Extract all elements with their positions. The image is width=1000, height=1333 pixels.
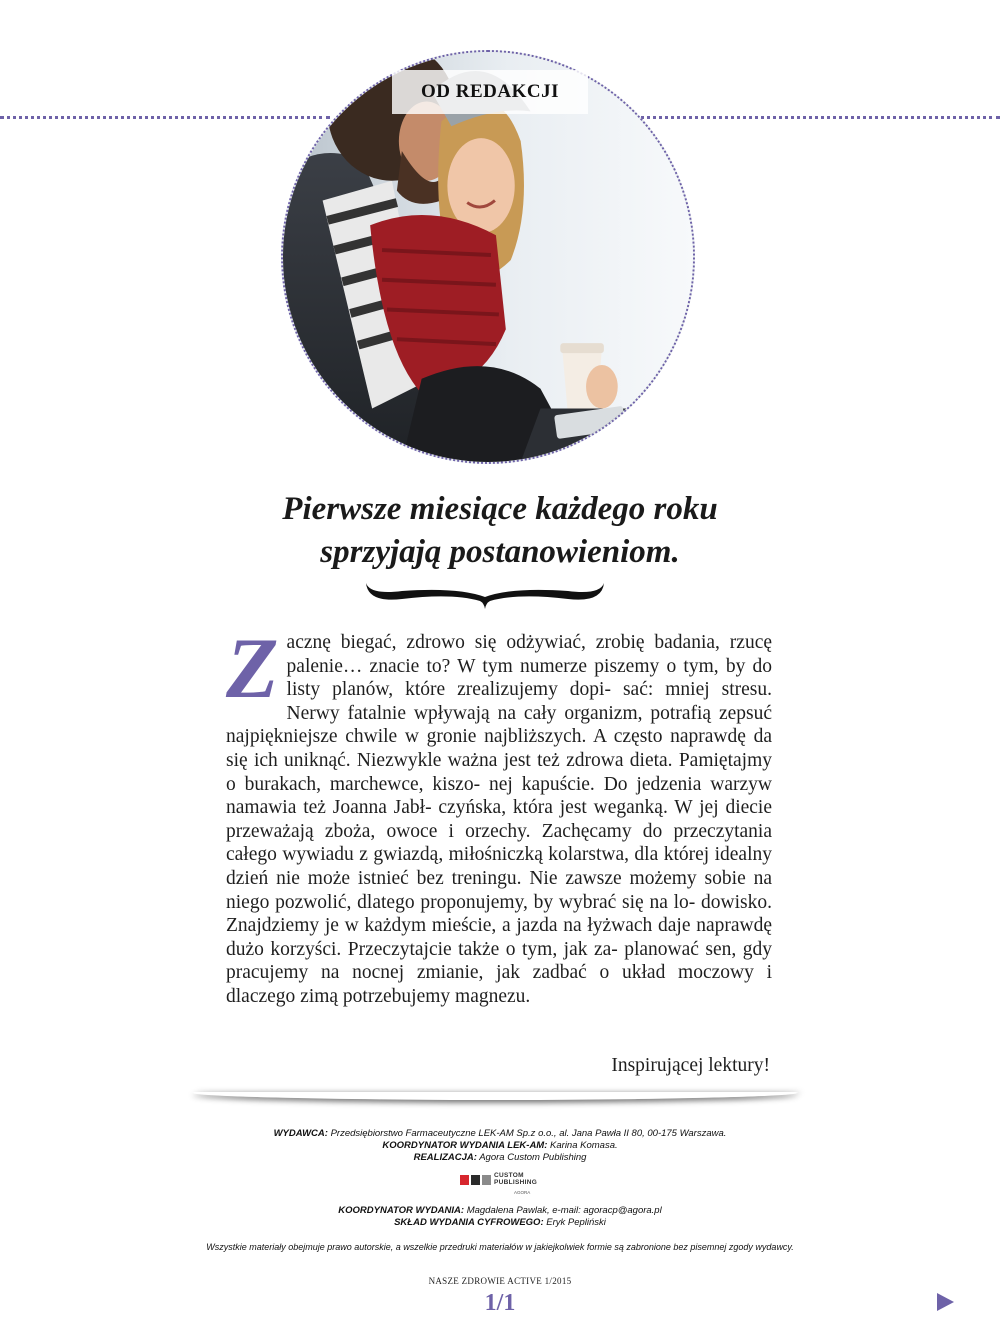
body-line: A często naprawdę da się ich uniknąć. Niezwykle ważna jest — [226, 726, 772, 771]
headline — [150, 488, 850, 574]
body-line: planować sen, gdy pracujemy na nocnej zmianie, jak zadbać — [226, 938, 772, 984]
body-line: o tym, by do listy planów, które zrealizujemy dopi- — [286, 655, 773, 701]
credit-realization: REALIZACJA: Agora Custom Publishing — [413, 1152, 587, 1163]
body-line: nej kapuście. Do jedzenia warzyw namawia też Joanna Jabł- — [226, 773, 772, 819]
body-line: owoce i orzechy. Zachęcamy do przeczytania całego wywiadu — [226, 820, 773, 866]
logo-sub: AGORA — [514, 1190, 531, 1195]
issue-label: NASZE ZDROWIE ACTIVE 1/2015 — [428, 1276, 572, 1286]
body-line: sać: mniej stresu. Nerwy fatalnie wpływają na cały organizm, — [286, 679, 773, 724]
body-line: daje naprawdę dużo korzyści. Przeczytajcie także o tym, jak za- — [226, 915, 772, 960]
body-line: rzucę palenie… znacie to? W tym numerze piszemy — [286, 632, 773, 677]
logo-squares — [460, 1175, 491, 1185]
body-line: o układ moczowy i dlaczego zimą potrzebujemy magnezu. — [226, 962, 772, 1007]
next-page-icon[interactable] — [935, 1292, 955, 1312]
body-line: na niego pozwolić, dlatego proponujemy, by wybrać się na lo- — [226, 867, 773, 913]
section-header-band — [392, 70, 588, 114]
ornament-divider — [362, 577, 608, 613]
credits-block-2 — [100, 1205, 900, 1229]
body-line: dowisko. Znajdziemy je w każdym mieście, a jazda na łyżwach — [226, 891, 772, 937]
dotted-divider-right — [628, 116, 1000, 119]
paper-edge-shadow — [192, 1092, 798, 1100]
signoff: Inspirującej lektury! — [611, 1055, 770, 1076]
credit-coordinator: KOORDYNATOR WYDANIA: Magdalena Pawlak, e-mail: agoracp@agora.pl — [338, 1205, 662, 1216]
drop-cap: Z — [226, 620, 279, 716]
headline-line-2: sprzyjają postanowieniom. — [320, 534, 680, 570]
credit-digital: SKŁAD WYDANIA CYFROWEGO: Eryk Pepliński — [394, 1217, 606, 1228]
body-line: czyńska, która jest weganką. W jej diecie przeważają zboża, — [226, 797, 772, 842]
body-line: acznę biegać, zdrowo się odżywiać, zrobię badania, — [286, 632, 720, 653]
credits-block — [100, 1128, 900, 1164]
credit-coordinator-lekam: KOORDYNATOR WYDANIA LEK-AM: Karina Komasa. — [382, 1140, 618, 1151]
body-line: też zdrowa dieta. Pamiętajmy o burakach, marchewce, kiszo- — [226, 749, 772, 795]
dotted-divider-left — [0, 116, 330, 119]
logo-wordmark: CUSTOM PUBLISHING — [494, 1172, 538, 1186]
page-indicator: 1/1 — [484, 1290, 516, 1316]
editorial-body — [226, 620, 773, 1009]
credit-publisher: WYDAWCA: Przedsiębiorstwo Farmaceutyczne LEK-AM Sp.z o.o., al. Jana Pawła II 80, 00-175 Warszawa. — [273, 1128, 727, 1139]
body-line: nie może istnieć bez treningu. Nie zawsze możemy sobie — [276, 867, 746, 889]
agora-custom-publishing-logo — [458, 1173, 544, 1197]
body-line: z gwiazdą, miłośniczką kolarstwa, dla której idealny dzień — [226, 844, 773, 889]
section-label: OD REDAKCJI — [421, 81, 559, 102]
headline-line-1: Pierwsze miesiące każdego roku — [282, 491, 718, 527]
body-line: potrafią zepsuć najpiękniejsze chwile w gronie najbliższych. — [226, 702, 773, 748]
copyright-notice: Wszystkie materiały obejmuje prawo autorskie, a wszelkie przedruki materiałów w jakiejkolwiek formie są zabronione bez pisemnej zgody wydawcy. — [206, 1242, 794, 1252]
